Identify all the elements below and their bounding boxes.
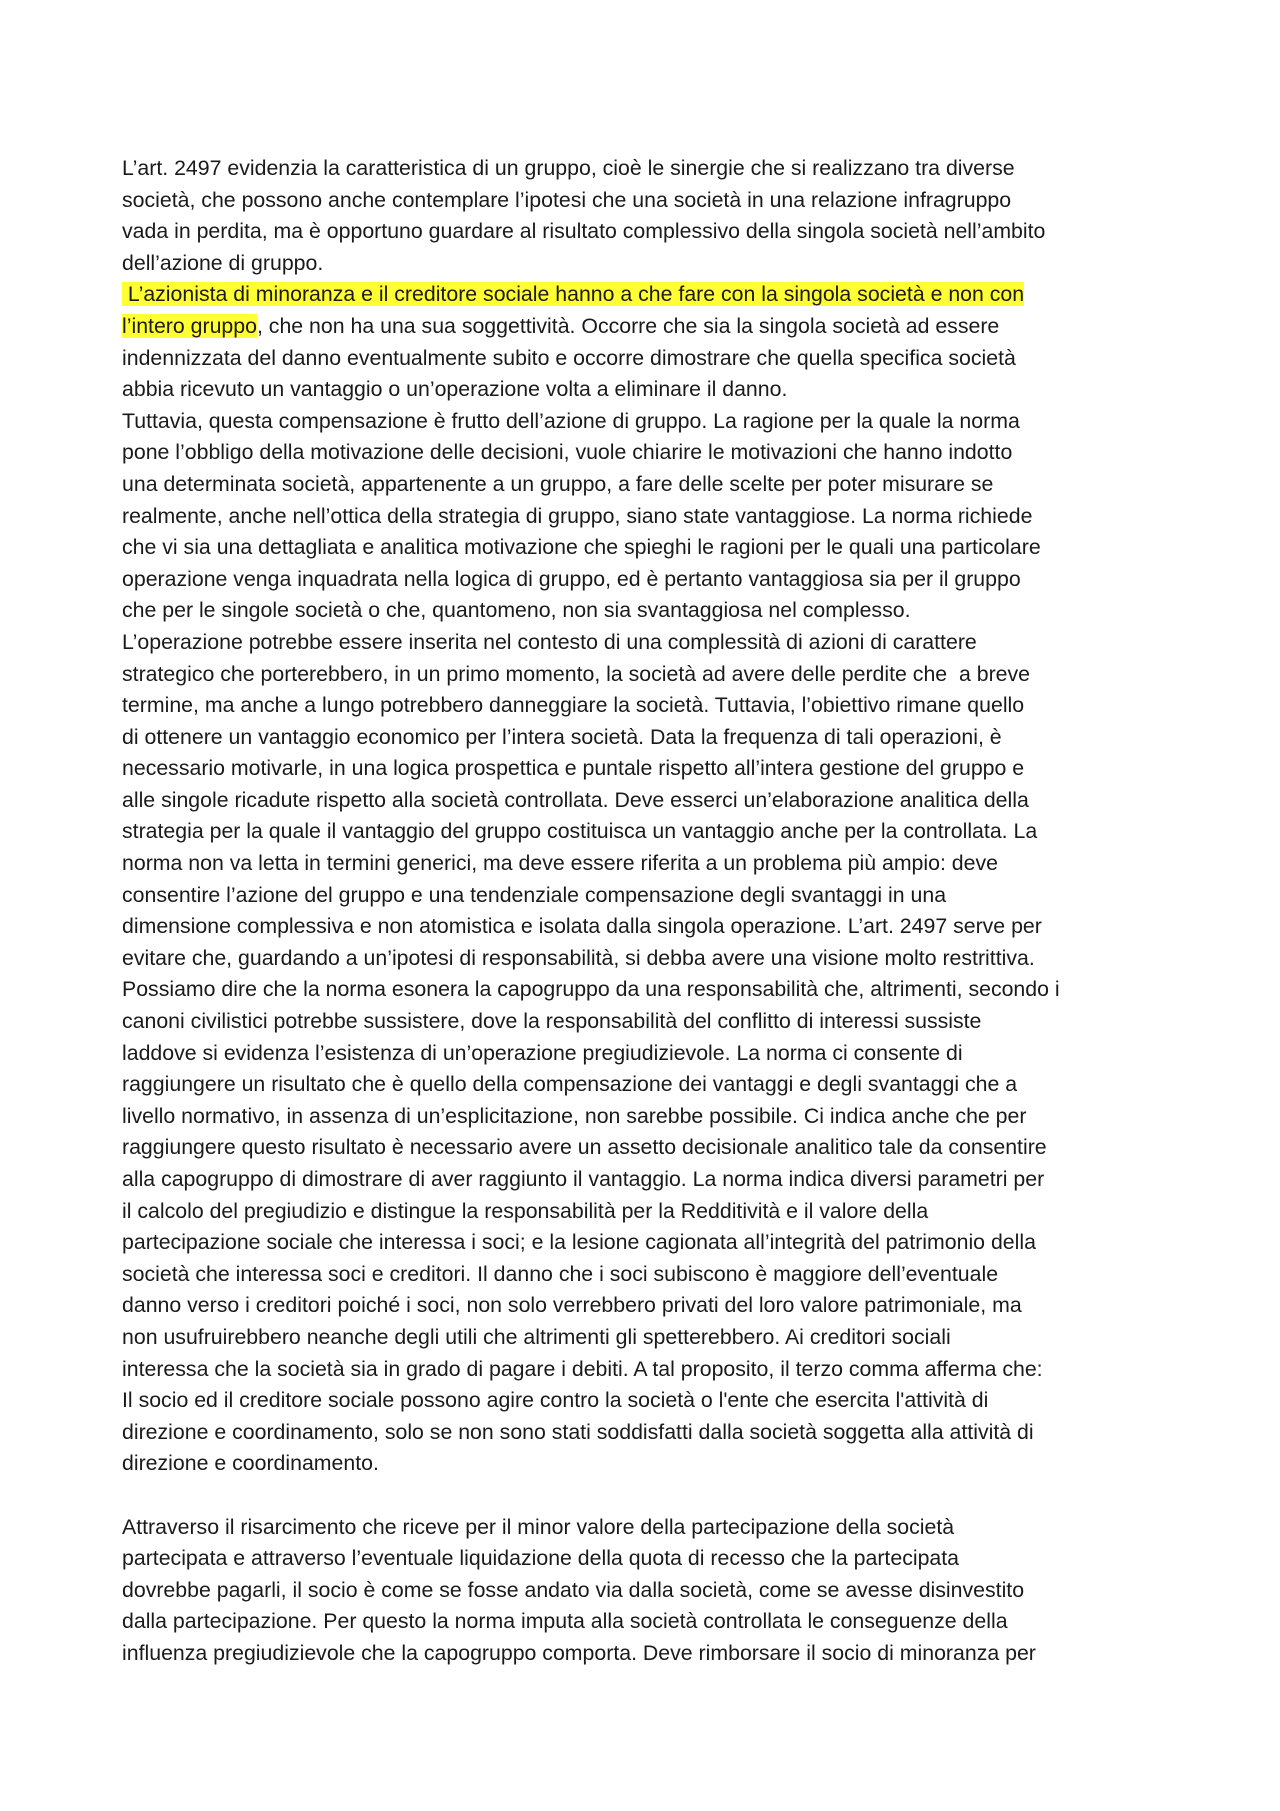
text-line: canoni civilistici potrebbe sussistere, dove la responsabilità del conflitto di interessi sussiste — [122, 1009, 982, 1034]
text-line: di ottenere un vantaggio economico per l’intera società. Data la frequenza di tali operazioni, è — [122, 724, 1002, 749]
text-line: dalla partecipazione. Per questo la norma imputa alla società controllata le conseguenze della — [122, 1609, 1008, 1634]
text-line: società che interessa soci e creditori. Il danno che i soci subiscono è maggiore dell’eventuale — [122, 1261, 999, 1286]
text-line: che vi sia una dettagliata e analitica motivazione che spieghi le ragioni per le quali una particolare — [122, 535, 1041, 560]
text-line: strategia per la quale il vantaggio del gruppo costituisca un vantaggio anche per la controllata. La — [122, 819, 1038, 844]
text-line: laddove si evidenza l’esistenza di un’operazione pregiudizievole. La norma ci consente di — [122, 1040, 963, 1065]
text-line: consentire l’azione del gruppo e una tendenziale compensazione degli svantaggi in una — [122, 882, 947, 907]
text-line: norma non va letta in termini generici, ma deve essere riferita a un problema più ampio: deve — [122, 851, 998, 876]
text-line — [122, 279, 1172, 311]
text-line: interessa che la società sia in grado di pagare i debiti. A tal proposito, il terzo comma afferma che: — [122, 1356, 1043, 1381]
text-line: termine, ma anche a lungo potrebbero danneggiare la società. Tuttavia, l’obiettivo rimane quello — [122, 693, 1025, 718]
text-line: direzione e coordinamento, solo se non sono stati soddisfatti dalla società soggetta alla attività di — [122, 1419, 1034, 1444]
text-line: L’art. 2497 evidenzia la caratteristica di un gruppo, cioè le sinergie che si realizzano tra diverse — [122, 156, 1015, 180]
paragraph-4 — [122, 627, 1172, 1480]
text-line: raggiungere questo risultato è necessario avere un assetto decisionale analitico tale da consentire — [122, 1135, 1047, 1160]
text-line — [122, 311, 1172, 343]
paragraph-1 — [122, 153, 1172, 279]
paragraph-5 — [122, 1512, 1172, 1670]
text-line: raggiungere un risultato che è quello della compensazione dei vantaggi e degli svantaggi che a — [122, 1072, 1018, 1097]
text-line: operazione venga inquadrata nella logica di gruppo, ed è pertanto vantaggiosa sia per il gruppo — [122, 566, 1021, 591]
highlighted-text: L’azionista di minoranza e il creditore sociale hanno a che fare con la singola società e non con — [122, 282, 1025, 307]
text-line: influenza pregiudizievole che la capogruppo comporta. Deve rimborsare il socio di minoranza per — [122, 1640, 1036, 1665]
text-line: partecipata e attraverso l’eventuale liquidazione della quota di recesso che la partecipata — [122, 1546, 960, 1571]
text-line: dimensione complessiva e non atomistica e isolata dalla singola operazione. L’art. 2497 serve per — [122, 914, 1042, 939]
text-line: Possiamo dire che la norma esonera la capogruppo da una responsabilità che, altrimenti, secondo i — [122, 977, 1060, 1002]
text-line: realmente, anche nell’ottica della strategia di gruppo, siano state vantaggiose. La norma richiede — [122, 503, 1033, 528]
text-line: danno verso i creditori poiché i soci, non solo verrebbero privati del loro valore patrimoniale, ma — [122, 1293, 1022, 1318]
text-line: abbia ricevuto un vantaggio o un’operazione volta a eliminare il danno. — [122, 377, 788, 402]
text-line: pone l’obbligo della motivazione delle decisioni, vuole chiarire le motivazioni che hanno indotto — [122, 440, 1013, 465]
text-line: dovrebbe pagarli, il socio è come se fosse andato via dalla società, come se avesse disinvestito — [122, 1577, 1025, 1602]
text-line: alle singole ricadute rispetto alla società controllata. Deve esserci un’elaborazione analitica della — [122, 787, 1029, 812]
text-line: alla capogruppo di dimostrare di aver raggiunto il vantaggio. La norma indica diversi parametri per — [122, 1167, 1045, 1191]
text-line: vada in perdita, ma è opportuno guardare al risultato complessivo della singola società nell’ambito — [122, 219, 1046, 244]
text-line: Il socio ed il creditore sociale possono agire contro la società o l'ente che esercita l'attività di — [122, 1388, 989, 1413]
text-line: Attraverso il risarcimento che riceve per il minor valore della partecipazione della società — [122, 1514, 955, 1539]
text-line: L’operazione potrebbe essere inserita nel contesto di una complessità di azioni di carattere — [122, 629, 977, 654]
text-line: indennizzata del danno eventualmente subito e occorre dimostrare che quella specifica società — [122, 345, 1016, 370]
paragraph-2 — [122, 279, 1172, 405]
text-line: Tuttavia, questa compensazione è frutto dell’azione di gruppo. La ragione per la quale la norma — [122, 408, 1020, 433]
text-line: una determinata società, appartenente a un gruppo, a fare delle scelte per poter misurare se — [122, 471, 994, 496]
text-line: partecipazione sociale che interessa i soci; e la lesione cagionata all’integrità del patrimonio della — [122, 1230, 1036, 1255]
text-line: necessario motivarle, in una logica prospettica e puntale rispetto all’intera gestione del gruppo e — [122, 756, 1025, 781]
text-segment: , che non ha una sua soggettività. Occorre che sia la singola società ad essere — [256, 313, 1000, 338]
text-line: strategico che porterebbero, in un primo momento, la società ad avere delle perdite che a breve — [122, 661, 1030, 686]
document-body — [122, 153, 1172, 1670]
text-line: livello normativo, in assenza di un’esplicitazione, non sarebbe possibile. Ci indica anche che per — [122, 1103, 1027, 1128]
text-line: non usufruirebbero neanche degli utili che altrimenti gli spetterebbero. Ai creditori sociali — [122, 1324, 951, 1349]
text-line: il calcolo del pregiudizio e distingue la responsabilità per la Redditività e il valore della — [122, 1198, 929, 1223]
paragraph-3 — [122, 406, 1172, 627]
text-line: evitare che, guardando a un’ipotesi di responsabilità, si debba avere una visione molto restrittiva. — [122, 945, 1035, 970]
text-line: dell’azione di gruppo. — [122, 250, 324, 275]
highlighted-text: l’intero gruppo — [122, 313, 257, 338]
blank-line — [122, 1480, 1172, 1512]
text-line: che per le singole società o che, quantomeno, non sia svantaggiosa nel complesso. — [122, 598, 911, 623]
text-line: società, che possono anche contemplare l’ipotesi che una società in una relazione infragruppo — [122, 187, 1012, 212]
text-line: direzione e coordinamento. — [122, 1451, 379, 1476]
